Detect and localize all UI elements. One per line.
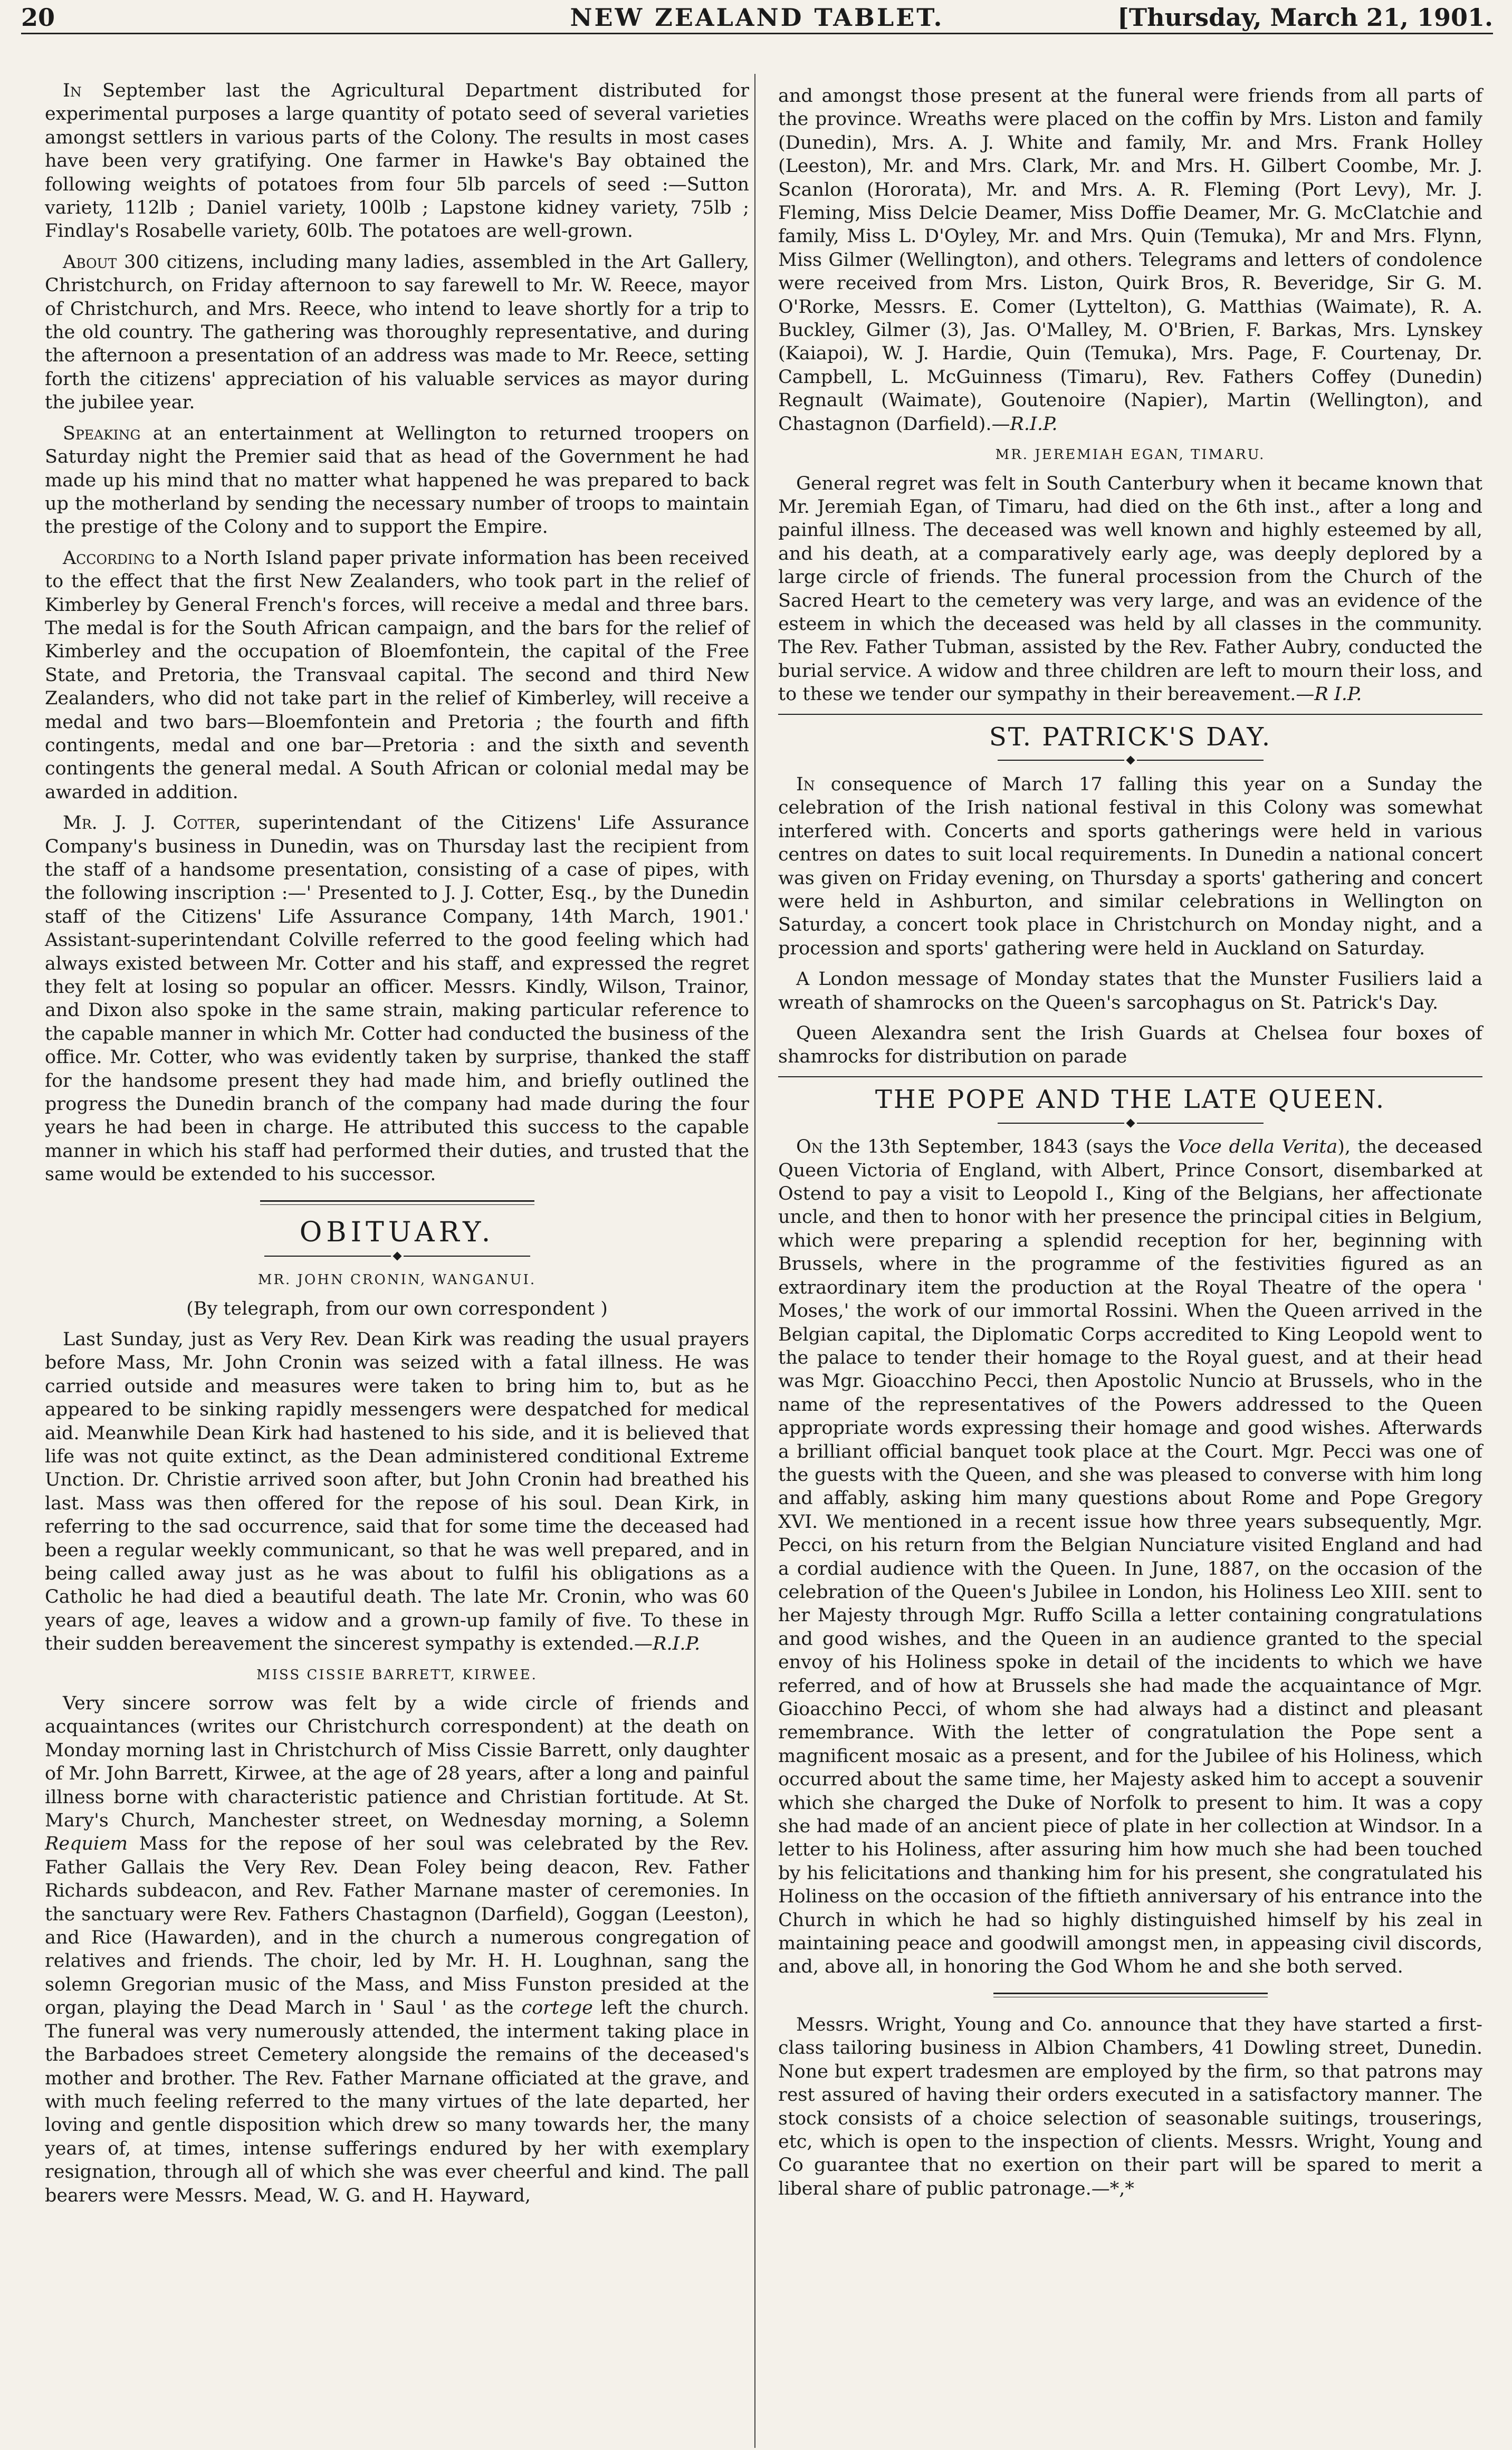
section-rule bbox=[778, 1076, 1482, 1077]
paragraph-text: Messrs. Wright, Young and Co. announce that they have started a first-class tailoring business in Albion Chambers, 41 Dowling street, Dunedin. None but expert tradesmen are employed by the firm, so that patrons may rest assured of having their orders executed in a satisfactory manner. The stock consists of a choice selection of seasonable suitings, trouserings, etc, which is open to the inspection of clients. Messrs. Wright, Young and Co guarantee that no exertion on their part will be spared to merit a liberal share of public patronage.— bbox=[778, 2014, 1482, 2199]
paragraph-cotter bbox=[45, 811, 749, 1186]
paragraph-text: left the church. The funeral was very numerously attended, the interment taking place in the Barbadoes street Cemetery alongside the remains of the deceased's mother and brother. The Rev. Father Marnane officiated at the grave, and with much feeling referred to the many virtues of the late departed, her loving and gentle disposition which drew so many towards her, the many years of, at times, intense sufferings endured by her with exemplary resignation, through all of which she was ever cheerful and kind. The pall bearers were Messrs. Mead, W. G. and H. Hayward, bbox=[45, 1997, 749, 2206]
masthead: NEW ZEALAND TABLET. bbox=[570, 3, 944, 32]
patrick-paragraph: Queen Alexandra sent the Irish Guards at Chelsea four boxes of shamrocks for distribution on parade bbox=[778, 1023, 1482, 1068]
paragraph-text: to a North Island paper private information has been received to the effect that the first New Zealanders, who took part in the relief of Kimberley by General French's forces, will receive a medal and three bars. The medal is for the South African campaign, and the bars for the relief of Kimberley and the occupation of Bloemfontein, the capital of the Free State, and Pretoria, the Transvaal capital. The second and third New Zealanders, who did not take part in the relief of Kimberley, will receive a medal and two bars—Bloemfontein and Pretoria ; the fourth and fifth contingents, medal and one bar—Pretoria : and the sixth and seventh contingents the general medal. A South African or colonial medal may be awarded in addition. bbox=[45, 547, 749, 803]
paragraph-text: the 13th September, 1843 (says the bbox=[830, 1136, 1171, 1158]
barrett-text bbox=[45, 1692, 749, 2207]
barrett-continued bbox=[778, 84, 1482, 436]
paragraph-text: 300 citizens, including many ladies, assembled in the Art Gallery, Christchurch, on Friday afternoon to say farewell to Mr. W. Reece, mayor of Christchurch, and Mrs. Reece, who intend to leave shortly for a trip to the old country. The gathering was thoroughly representative, and during the afternoon a presentation of an address was made to Mr. Reece, setting forth the citizens' appreciation of his valuable services as mayor during the jubilee year. bbox=[45, 251, 749, 414]
patrick-paragraph: A London message of Monday states that the Munster Fusiliers laid a wreath of shamrocks on the Queen's sarcophagus on St. Patrick's Day. bbox=[778, 969, 1482, 1013]
pope-text bbox=[778, 1135, 1482, 1979]
section-rule bbox=[260, 1200, 534, 1205]
wright-advert bbox=[778, 2013, 1482, 2200]
paragraph-text: at an entertainment at Wellington to returned troopers on Saturday night the Premier said that as head of the Government he had made up his mind that no matter what happened he was prepared to back up the motherland by sending the necessary number of troops to maintain the prestige of the Colony and to support the Empire. bbox=[45, 423, 749, 538]
lead-word: Speaking bbox=[63, 423, 141, 444]
barrett-heading: MISS CISSIE BARRETT, KIRWEE. bbox=[256, 1667, 538, 1683]
signature-mark: *,* bbox=[1109, 2178, 1134, 2199]
obituary-heading: OBITUARY. bbox=[299, 1216, 495, 1248]
paragraph-text: ), the deceased Queen Victoria of England, with Albert, Prince Consort, disembarked at Ostend to pay a visit to Leopold I., King of the Belgians, her affectionate uncle, and then to honor with her presence the principal cities in Belgium, which were preparing a splendid reception for her, beginning with Brussels, where in the programme of the festivities figured as an extraordinary item the production at the Royal Theatre of the opera ' Moses,' the work of our immortal Rossini. When the Queen arrived in the Belgian capital, the Diplomatic Corps accredited to King Leopold went to the palace to tender their homage to the Royal guest, and at their head was Mgr. Gioacchino Pecci, then Apostolic Nuncio at Brussels, who in the name of the representatives of the Powers addressed to the Queen appropriate words expressing their homage and good wishes. Afterwards a brilliant official banquet took place at the Court. Mgr. Pecci was one of the guests with the Queen, and she was pleased to converse with him long and affably, asking him many questions about Rome and Pope Gregory XVI. We mentioned in a recent issue how three years subsequently, Mgr. Pecci, on his return from the Belgian Nunciature visited England and had a cordial audience with the Queen. In June, 1887, on the occasion of the celebration of the Queen's Jubilee in London, his Holiness Leo XIII. sent to her Majesty through Mgr. Ruffo Scilla a letter containing congratulations and good wishes, and the Queen in an audience granted to the special envoy of his Holiness spoke in detail of the incidents to which we have referred, and of how at Brussels she had made the acquaintance of Mgr. Gioacchino Pecci, of whom she had always had a distinct and pleasant remembrance. With the letter of congratulation the Pope sent a magnificent mosaic as a present, and for the Jubilee of his Holiness, which occurred about the same time, her Majesty asked him to accept a souvenir which she charged the Duke of Norfolk to present to him. It was a copy she had made of an ancient piece of plate in her collection at Windsor. In a letter to his Holiness, after assuring him how much she had been touched by his felicitations and thanking him for his present, she congratulated his Holiness on the occasion of the fiftieth anniversary of his entrance into the Church in which he had so highly distinguished himself by his zeal in maintaining peace and goodwill amongst men, in appeasing civil discords, and, above all, in honoring the God Whom he and she both served. bbox=[778, 1136, 1482, 1978]
lead-word: In bbox=[796, 773, 815, 795]
paragraph-premier bbox=[45, 422, 749, 539]
paragraph-text: General regret was felt in South Canterbury when it became known that Mr. Jeremiah Egan, of Timaru, had died on the 6th inst., after a long and painful illness. The deceased was well known and highly esteemed by all, and his death, at a comparatively early age, was deeply deplored by a large circle of friends. The funeral procession from the Church of the Sacred Heart to the cemetery was very large, and was an evidence of the esteem in which the deceased was held by all classes in the community. The Rev. Father Tubman, assisted by the Rev. Father Aubry, conducted the burial service. A widow and three children are left to mourn their loss, and to these we tender our sympathy in their bereavement.— bbox=[778, 473, 1482, 705]
diamond-icon bbox=[1126, 1118, 1135, 1127]
cronin-subheading: (By telegraph, from our own correspondent ) bbox=[186, 1298, 608, 1319]
lead-word: Mr. J. J. Cotter, bbox=[63, 812, 241, 834]
rip: R.I.P. bbox=[653, 1633, 701, 1655]
section-rule bbox=[778, 714, 1482, 715]
paragraph-text: and amongst those present at the funeral were friends from all parts of the province. Wreaths were placed on the coffin by Mrs. Liston and family (Dunedin), Mrs. A. J. White and family, Mr. and Mrs. Frank Holley (Leeston), Mr. and Mrs. Clark, Mr. and Mrs. H. Gilbert Coombe, Mr. J. Scanlon (Hororata), Mr. and Mrs. A. R. Fleming (Port Levy), Mr. J. Fleming, Miss Delcie Deamer, Miss Doffie Deamer, Mr. G. McClatchie and family, Miss L. D'Oyley, Mr. and Mrs. Quin (Temuka), Mr and Mrs. Flynn, Miss Gilmer (Wellington), and others. Telegrams and letters of condolence were received from Mrs. Liston, Quirk Bros, R. Beveridge, Sir G. M. O'Rorke, Messrs. E. Comer (Lyttelton), G. Matthias (Waimate), R. A. Buckley, Gilmer (3), Jas. O'Malley, M. O'Brien, F. Barkas, Mrs. Lynskey (Kaiapoi), W. J. Hardie, Quin (Temuka), Mrs. Page, F. Courtenay, Dr. Campbell, L. McGuinness (Timaru), Rev. Fathers Coffey (Dunedin) Regnault (Waimate), Goutenoire (Napier), Martin (Wellington), and Chastagnon (Darfield).— bbox=[778, 85, 1482, 435]
paragraph-text: consequence of March 17 falling this year on a Sunday the celebration of the Irish national festival in this Colony was somewhat interfered with. Concerts and sports gatherings were held in various centres on dates to suit local requirements. In Dunedin a national concert was given on Friday evening, on Thursday a sports' gathering and concert were held in Ashburton, and similar celebrations in Wellington on Saturday, a concert took place in Christchurch on Monday night, and a procession and sports' gathering were held in Auckland on Saturday. bbox=[778, 773, 1482, 959]
right-column bbox=[778, 84, 1482, 2208]
ornament-divider bbox=[778, 754, 1482, 765]
italic-word: Requiem bbox=[45, 1833, 128, 1855]
page-number: 20 bbox=[21, 3, 55, 32]
cronin-text bbox=[45, 1328, 749, 1656]
lead-word: In bbox=[63, 80, 82, 101]
lead-word: About bbox=[63, 251, 117, 273]
diamond-icon bbox=[393, 1251, 401, 1260]
pope-heading: THE POPE AND THE LATE QUEEN. bbox=[875, 1084, 1386, 1114]
paragraph-text: Last Sunday, just as Very Rev. Dean Kirk was reading the usual prayers before Mass, Mr. John Cronin was seized with a fatal illness. He was carried outside and measures were taken to bring him to, but as he appeared to be sinking rapidly messengers were despatched for medical aid. Meanwhile Dean Kirk had hastened to his side, and it is believed that life was not quite extinct, as the Dean administered conditional Extreme Unction. Dr. Christie arrived soon after, but John Cronin had breathed his last. Mass was then offered for the repose of his soul. Dean Kirk, in referring to the sad occurrence, said that for some time the deceased had been a regular weekly communicant, so that he was well prepared, and in being called away just as he was about to fulfil his obligations as a Catholic he had died a beautiful death. The late Mr. Cronin, who was 60 years of age, leaves a widow and a grown-up family of five. To these in their sudden bereavement the sincerest sympathy is extended.— bbox=[45, 1328, 749, 1655]
paragraph-text: superintendant of the Citizens' Life Assurance Company's business in Dunedin, was on Thursday last the recipient from the staff of a handsome presentation, consisting of a case of pipes, with the following inscription :—' Presented to J. J. Cotter, Esq., by the Dunedin staff of the Citizens' Life Assurance Company, 14th March, 1901.' Assistant-superintendant Colville referred to the good feeling which had always existed between Mr. Cotter and his staff, and expressed the regret they felt at losing so popular an officer. Messrs. Kindly, Wilson, Trainor, and Dixon also spoke in the same strain, making particular reference to the capable manner in which Mr. Cotter had conducted the business of the office. Mr. Cotter, who was evidently taken by surprise, thanked the staff for the handsome present they had made him, and briefly outlined the progress the Dunedin branch of the company had made during the four years he had been in charge. He attributed this success to the capable manner in which his staff had performed their duties, and trusted that the same would be extended to his successor. bbox=[45, 812, 749, 1185]
italic-word: cortege bbox=[521, 1997, 593, 2019]
section-rule bbox=[993, 1993, 1268, 1997]
egan-heading: MR. JEREMIAH EGAN, TIMARU. bbox=[995, 447, 1266, 463]
column-rule bbox=[754, 74, 755, 2448]
paragraph-text: Mass for the repose of her soul was celebrated by the Rev. Father Gallais the Very Rev. Dean Foley being deacon, Rev. Father Richards subdeacon, and Rev. Father Marnane master of ceremonies. In the sanctuary were Rev. Fathers Chastagnon (Darfield), Goggan (Leeston), and Rice (Hawarden), and in the church a numerous congregation of relatives and friends. The choir, led by Mr. H. H. Loughnan, sang the solemn Gregorian music of the Mass, and Miss Funston presided at the organ, playing the Dead March in ' Saul ' as the bbox=[45, 1833, 749, 2019]
egan-text bbox=[778, 472, 1482, 706]
lead-word: On bbox=[796, 1136, 823, 1158]
rip: R I.P. bbox=[1314, 684, 1362, 705]
diamond-icon bbox=[1126, 756, 1135, 765]
paragraph-text: Very sincere sorrow was felt by a wide circle of friends and acquaintances (writes our Christchurch correspondent) at the death on Monday morning last in Christchurch of Miss Cissie Barrett, only daughter of Mr. John Barrett, Kirwee, at the age of 28 years, after a long and painful illness borne with characteristic patience and Christian fortitude. At St. Mary's Church, Manchester street, on Wednesday morning, a Solemn bbox=[45, 1693, 749, 1832]
paragraph-reece bbox=[45, 251, 749, 415]
paragraph-text: September last the Agricultural Department distributed for experimental purposes a large quantity of potato seed of several varieties amongst settlers in various parts of the Colony. The results in most cases have been very gratifying. One farmer in Hawke's Bay obtained the following weights of potatoes from four 5lb parcels of seed :—Sutton variety, 112lb ; Daniel variety, 100lb ; Lapstone kidney variety, 75lb ; Findlay's Rosabelle variety, 60lb. The potatoes are well-grown. bbox=[45, 80, 749, 242]
rip: R.I.P. bbox=[1010, 413, 1058, 435]
cronin-heading: MR. JOHN CRONIN, WANGANUI. bbox=[257, 1272, 537, 1288]
lead-word: According bbox=[63, 547, 155, 569]
st-patricks-heading: ST. PATRICK'S DAY. bbox=[989, 722, 1272, 752]
italic-word: Voce della Verita bbox=[1178, 1136, 1338, 1158]
ornament-divider bbox=[778, 1116, 1482, 1128]
issue-date: [Thursday, March 21, 1901. bbox=[1117, 3, 1493, 32]
page-header bbox=[21, 0, 1493, 34]
paragraph-medals bbox=[45, 547, 749, 804]
ornament-divider bbox=[45, 1249, 749, 1261]
patrick-paragraph bbox=[778, 773, 1482, 960]
paragraph-potatoes bbox=[45, 79, 749, 243]
left-column bbox=[45, 79, 749, 2215]
